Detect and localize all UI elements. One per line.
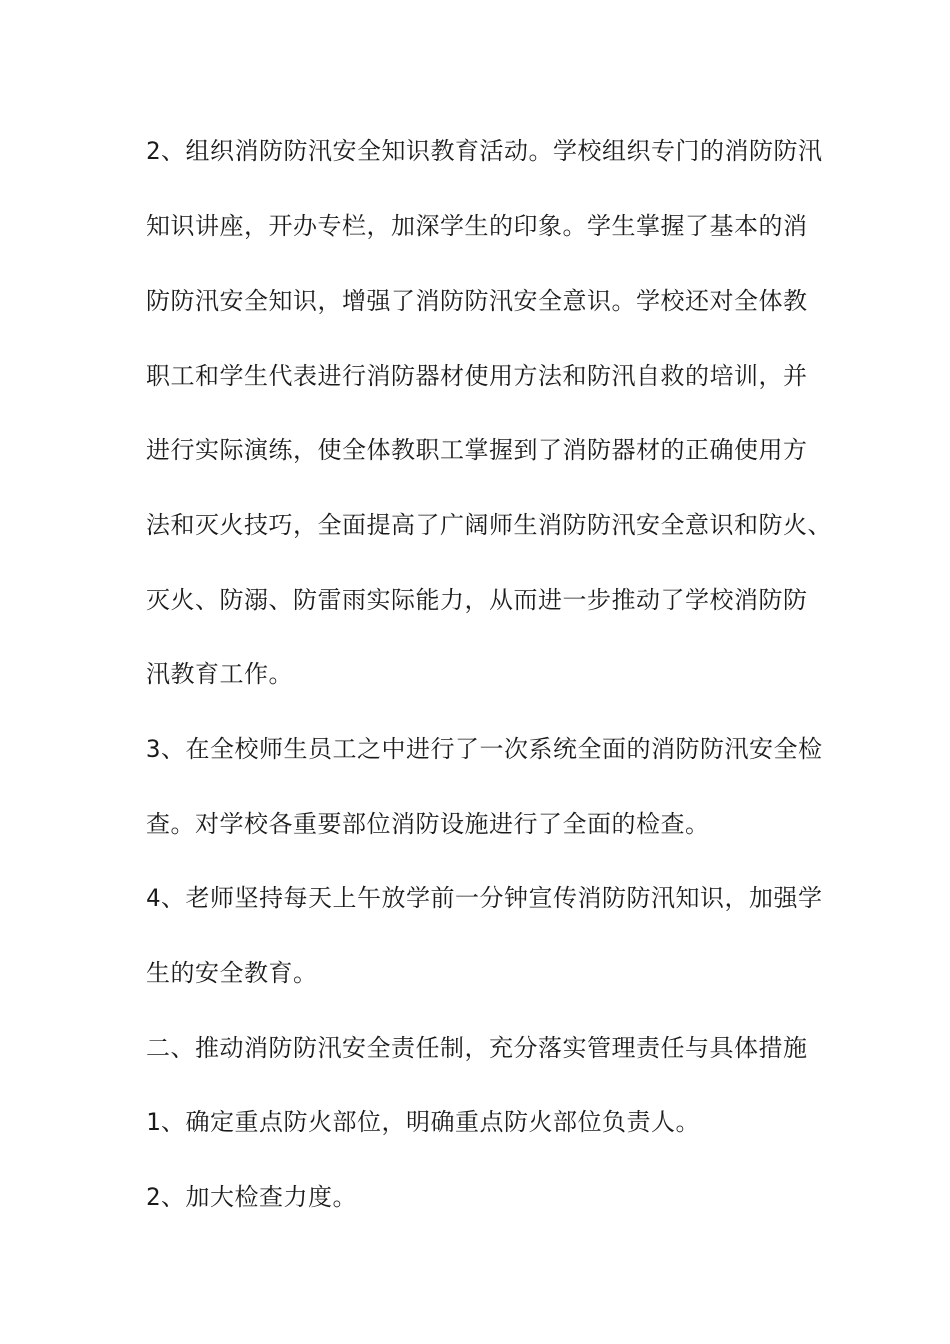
paragraph-line: 灭火、防溺、防雷雨实际能力，从而进一步推动了学校消防防: [146, 586, 808, 614]
paragraph-line: 职工和学生代表进行消防器材使用方法和防汛自救的培训，并: [146, 362, 808, 390]
paragraph-line: 查。对学校各重要部位消防设施进行了全面的检查。: [146, 810, 710, 838]
paragraph-line: 进行实际演练，使全体教职工掌握到了消防器材的正确使用方: [146, 436, 808, 464]
paragraph-line: 汛教育工作。: [146, 660, 293, 688]
paragraph-line: 法和灭火技巧，全面提高了广阔师生消防防汛安全意识和防火、: [146, 511, 832, 539]
paragraph-line: 生的安全教育。: [146, 959, 318, 987]
paragraph-line: 知识讲座，开办专栏，加深学生的印象。学生掌握了基本的消: [146, 212, 808, 240]
paragraph-line: 2、组织消防防汛安全知识教育活动。学校组织专门的消防防汛: [146, 137, 823, 165]
section-heading: 二、推动消防防汛安全责任制，充分落实管理责任与具体措施: [146, 1034, 808, 1062]
paragraph-line: 3、在全校师生员工之中进行了一次系统全面的消防防汛安全检: [146, 735, 823, 763]
paragraph-line: 4、老师坚持每天上午放学前一分钟宣传消防防汛知识，加强学: [146, 884, 823, 912]
paragraph-line: 防防汛安全知识，增强了消防防汛安全意识。学校还对全体教: [146, 287, 808, 315]
paragraph-line: 1、确定重点防火部位，明确重点防火部位负责人。: [146, 1108, 700, 1136]
paragraph-line: 2、加大检查力度。: [146, 1183, 357, 1211]
